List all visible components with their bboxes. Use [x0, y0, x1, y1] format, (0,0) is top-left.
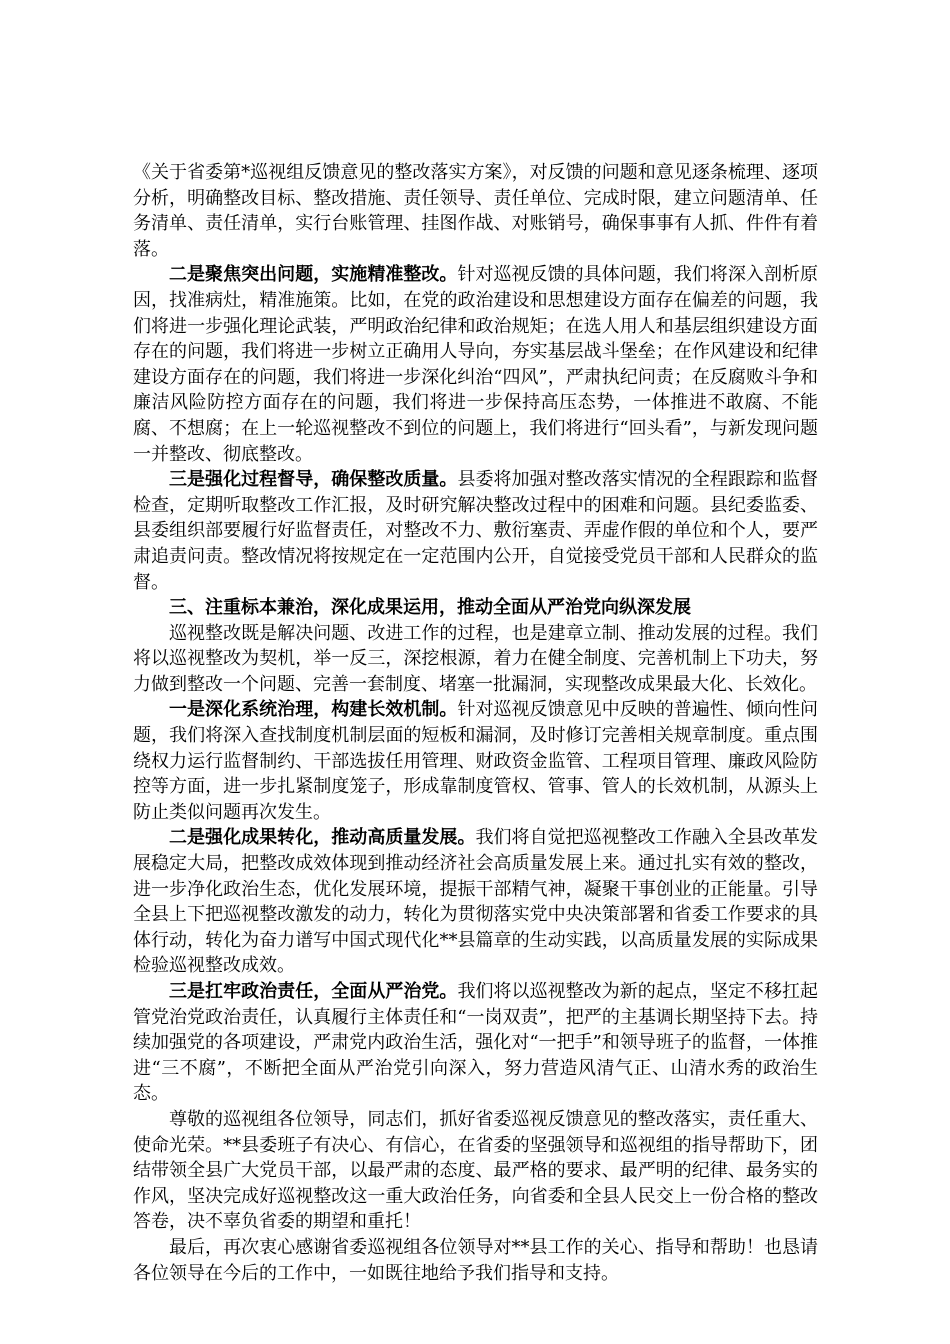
paragraph-process-supervision: [133, 467, 818, 595]
paragraph-text: 尊敬的巡视组各位领导，同志们，抓好省委巡视反馈意见的整改落实，责任重大、使命光荣。**县委班子有决心、有信心，在省委的坚强领导和巡视组的指导帮助下，团结带领全县广大党员干部，以最严肃的态度、最严格的要求、最严明的纪律、最务实的作风，坚决完成好巡视整改这一重大政治任务，向省委和全县人民交上一份合格的整改答卷，决不辜负省委的期望和重托！: [133, 1108, 818, 1233]
paragraph-results-transformation: [133, 825, 818, 979]
paragraph-text: 最后，再次衷心感谢省委巡视组各位领导对**县工作的关心、指导和帮助！也恳请各位领导在今后的工作中，一如既往地给予我们指导和支持。: [133, 1236, 818, 1284]
paragraph-system-governance: [133, 697, 818, 825]
paragraph-closing-commitment: [133, 1107, 818, 1235]
paragraph-lead: 三是强化过程督导，确保整改质量。: [169, 469, 458, 491]
paragraph-final-thanks: [133, 1235, 818, 1286]
paragraph-text: 我们将自觉把巡视整改工作融入全县改革发展稳定大局，把整改成效体现到推动经济社会高质量发展上来。通过扎实有效的整改，进一步净化政治生态，优化发展环境，提振干部精气神，凝聚干事创业的正能量。引导全县上下把巡视整改激发的动力，转化为贯彻落实党中央决策部署和省委工作要求的具体行动，转化为奋力谱写中国式现代化**县篇章的生动实践，以高质量发展的实际成果检验巡视整改成效。: [133, 827, 818, 977]
paragraph-political-responsibility: [133, 979, 818, 1107]
paragraph-text: 《关于省委第*巡视组反馈意见的整改落实方案》，对反馈的问题和意见逐条梳理、逐项分析，明确整改目标、整改措施、责任领导、责任单位、完成时限，建立问题清单、任务清单、责任清单，实行台账管理、挂图作战、对账销号，确保事事有人抓、件件有着落。: [133, 162, 818, 260]
paragraph-section-intro: [133, 621, 818, 698]
paragraph-lead: 三是扛牢政治责任，全面从严治党。: [169, 981, 458, 1002]
document-page: [133, 160, 818, 1286]
paragraph-text: 针对巡视反馈的具体问题，我们将深入剖析原因，找准病灶，精准施策。比如，在党的政治建设和思想建设方面存在偏差的问题，我们将进一步强化理论武装，严明政治纪律和政治规矩；在选人用人和基层组织建设方面存在的问题，我们将进一步树立正确用人导向，夯实基层战斗堡垒；在作风建设和纪律建设方面存在的问题，我们将进一步深化纠治“四风”，严肃执纪问责；在反腐败斗争和廉洁风险防控方面存在的问题，我们将进一步保持高压态势，一体推进不敢腐、不能腐、不想腐；在上一轮巡视整改不到位的问题上，我们将进行“回头看”，与新发现问题一并整改、彻底整改。: [133, 264, 819, 465]
paragraph-text: 我们将以巡视整改为新的起点，坚定不移扛起管党治党政治责任，认真履行主体责任和“一岗双责”，把严的主基调长期坚持下去。持续加强党的各项建设，严肃党内政治生活，强化对“一把手”和领导班子的监督，一体推进“三不腐”，不断把全面从严治党引向深入，努力营造风清气正、山清水秀的政治生态。: [133, 981, 819, 1105]
paragraph-text: 巡视整改既是解决问题、改进工作的过程，也是建章立制、推动发展的过程。我们将以巡视整改为契机，举一反三，深挖根源，着力在健全制度、完善机制上下功夫，努力做到整改一个问题、完善一套制度、堵塞一批漏洞，实现整改成果最大化、长效化。: [133, 622, 818, 695]
paragraph-text: 针对巡视反馈意见中反映的普遍性、倾向性问题，我们将深入查找制度机制层面的短板和漏洞，及时修订完善相关规章制度。重点围绕权力运行监督制约、干部选拔任用管理、财政资金监管、工程项目管理、廉政风险防控等方面，进一步扎紧制度笼子，形成靠制度管权、管事、管人的长效机制，从源头上防止类似问题再次发生。: [133, 699, 819, 823]
paragraph-text: 县委将加强对整改落实情况的全程跟踪和监督检查，定期听取整改工作汇报，及时研究解决整改过程中的困难和问题。县纪委监委、县委组织部要履行好监督责任，对整改不力、敷衍塞责、弄虚作假的单位和个人，要严肃追责问责。整改情况将按规定在一定范围内公开，自觉接受党员干部和人民群众的监督。: [133, 469, 819, 593]
paragraph-rectification-plan: [133, 160, 818, 262]
paragraph-lead: 一是深化系统治理，构建长效机制。: [169, 699, 458, 721]
section-heading-three: 三、注重标本兼治，深化成果运用，推动全面从严治党向纵深发展: [169, 597, 691, 619]
paragraph-lead: 二是强化成果转化，推动高质量发展。: [169, 827, 476, 849]
paragraph-focus-problems: [133, 262, 818, 467]
paragraph-lead: 二是聚焦突出问题，实施精准整改。: [169, 264, 458, 286]
